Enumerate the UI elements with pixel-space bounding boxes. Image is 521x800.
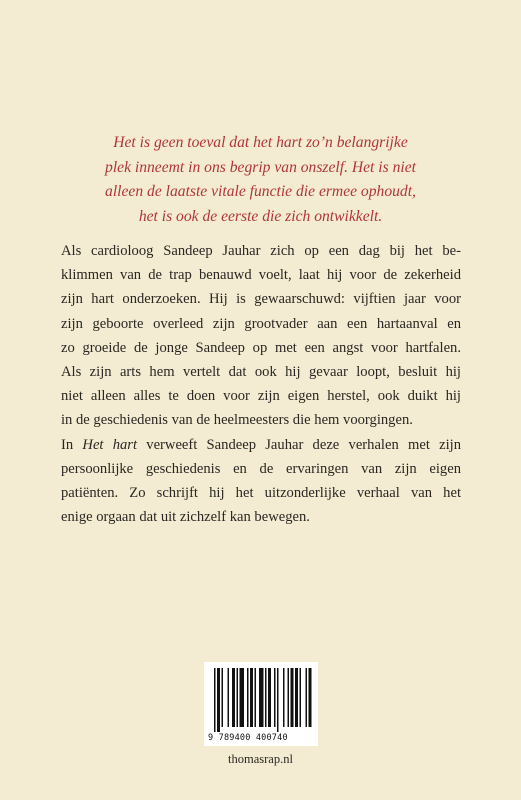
barcode-bar	[240, 668, 245, 727]
quote-line: het is ook de eerste die zich ontwikkelt.	[138, 207, 383, 225]
blurb-line: zijn hart onderzoeken. Hij is gewaarschuwd: vijftien jaar voor	[61, 291, 461, 308]
barcode-bar	[274, 668, 276, 727]
barcode-bar	[277, 668, 279, 732]
barcode-bar	[265, 668, 267, 727]
blurb-line: Als cardioloog Sandeep Jauhar zich op een dag bij het be-	[61, 243, 461, 259]
blurb-line: enige orgaan dat uit zichzelf kan bewegen.	[61, 509, 310, 526]
blurb-line: klimmen van de trap benauwd voelt, laat hij voor de zekerheid	[61, 267, 461, 284]
barcode-bar	[288, 668, 290, 727]
barcode-bar	[222, 668, 224, 727]
barcode-bar	[247, 668, 249, 727]
isbn-barcode	[204, 662, 318, 746]
barcode-bar	[250, 668, 253, 727]
barcode-bar	[300, 668, 302, 727]
pull-quote	[40, 131, 481, 229]
quote-line: Het is geen toeval dat het hart zo’n belangrijke	[113, 134, 408, 151]
barcode-bars	[204, 662, 318, 734]
barcode-bar	[306, 668, 308, 727]
book-title-italic: Het hart	[82, 436, 138, 453]
barcode-bar	[214, 668, 216, 732]
barcode-bar	[232, 668, 235, 727]
barcode-bar	[255, 668, 257, 727]
barcode-bar	[268, 668, 271, 727]
barcode-bar	[237, 668, 239, 727]
barcode-bar	[309, 668, 312, 727]
blurb-line: persoonlijke geschiedenis en de ervaringen van zijn eigen	[61, 460, 461, 477]
quote-line: plek inneemt in ons begrip van onszelf. Het is niet	[105, 158, 416, 176]
publisher-url: thomasrap.nl	[228, 752, 293, 766]
blurb-line-para2	[61, 433, 461, 457]
blurb-text	[61, 239, 461, 529]
blurb-line: niet alleen alles te doen voor zijn eigen herstel, ook duikt hij	[61, 388, 461, 405]
blurb-line: zo groeide de jonge Sandeep op met een angst voor hartfalen.	[61, 339, 461, 356]
blurb-line: patiënten. Zo schrijft hij het uitzonderlijke verhaal van het	[61, 485, 461, 502]
blurb-rest: verweeft Sandeep Jauhar deze verhalen met zijn	[137, 436, 461, 453]
barcode-bar	[291, 668, 294, 727]
blurb-prefix: In	[61, 436, 83, 453]
isbn-digits: 9 789400 400740	[208, 733, 288, 743]
barcode-bar	[228, 668, 230, 727]
blurb-line: zijn geboorte overleed zijn grootvader aan een hartaanval en	[61, 315, 461, 332]
barcode-bar	[295, 668, 298, 727]
blurb-line: in de geschiedenis van de heelmeesters die hem voorgingen.	[61, 412, 413, 429]
barcode-bar	[283, 668, 285, 727]
blurb-line: Als zijn arts hem vertelt dat ook hij gevaar loopt, besluit hij	[61, 364, 461, 381]
quote-line: alleen de laatste vitale functie die ermee ophoudt,	[105, 183, 416, 200]
barcode-bar	[259, 668, 264, 727]
barcode-bar	[217, 668, 220, 732]
